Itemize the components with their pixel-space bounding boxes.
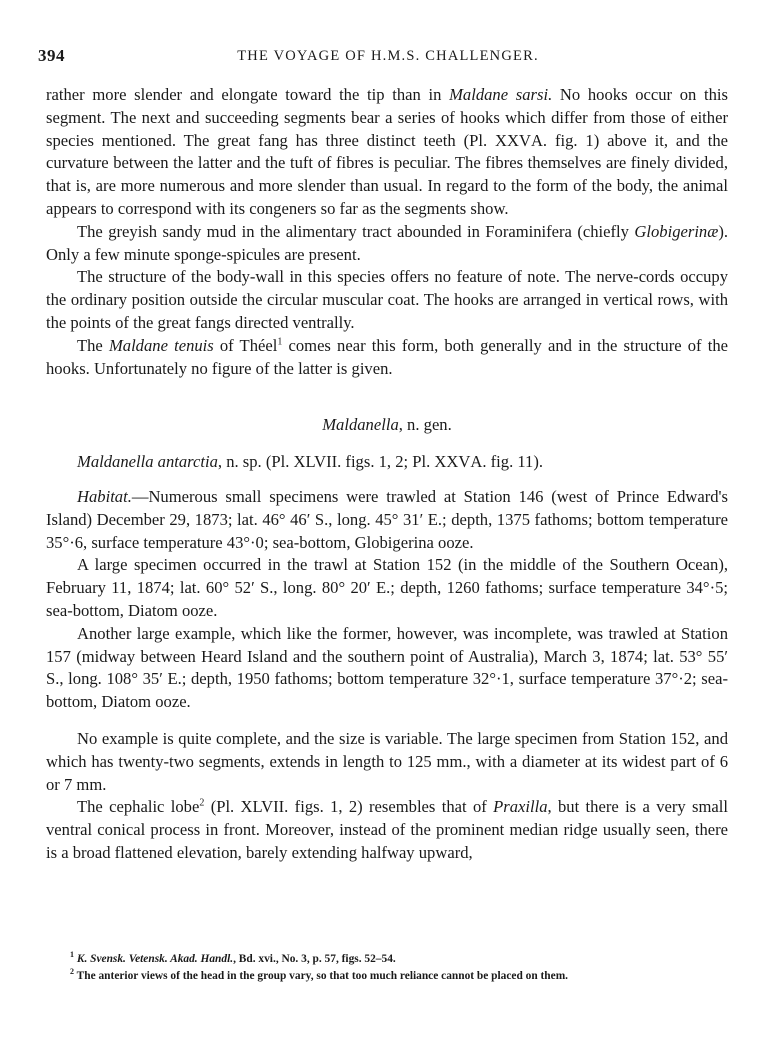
footnote-2 xyxy=(70,968,730,985)
taxon-name: Maldane sarsi. xyxy=(449,85,553,104)
genus-name: Maldanella xyxy=(322,415,399,435)
plate-suffix: A xyxy=(470,452,483,472)
paragraph-5: No example is quite complete, and the size is variable. The large specimen from Station 152, and which has twenty-two segments, extends in length to 125 mm., with a diameter at its widest part of 6 or 7 mm. xyxy=(46,728,728,794)
genus-heading xyxy=(46,410,728,437)
text-run: comes near this form, both generally and in the structure of the hooks. Unfortunately no figure of the latter is given. xyxy=(46,335,728,378)
text-run: The anterior views of the head in the group vary, so that too much reliance cannot be placed on them. xyxy=(76,970,569,982)
taxon-name: Maldane tenuis xyxy=(108,335,214,355)
text-run: , n. gen. xyxy=(398,415,452,435)
paragraph-1 xyxy=(46,84,728,221)
page-header xyxy=(0,44,776,70)
text-run: , n. sp. (Pl. XLVII. figs. 1, 2; Pl. XXV xyxy=(217,452,471,472)
footnote-ref-2: 2 xyxy=(199,797,205,809)
spacer xyxy=(46,714,728,728)
text-run: The greyish sandy mud in the alimentary tract abounded in Foraminifera (chiefly xyxy=(77,221,635,241)
text-run: (Pl. XLVII. figs. 1, 2) resembles that of xyxy=(204,797,494,817)
text-run: —Numerous small specimens were trawled at Station 146 (west of Prince Edward's Island) December 29, 1873; lat. 46° 46′ S., long. 45° 31′ E.; depth, 1375 fathoms; bottom temperature 35°·6, surface temperature 43°·0; sea-bottom, Globigerina ooze. xyxy=(46,486,728,552)
citation-title: K. Svensk. Vetensk. Akad. Handl. xyxy=(76,953,234,965)
text-run: The xyxy=(77,335,109,355)
spacer xyxy=(46,474,728,486)
species-name: Maldanella antarctia xyxy=(77,452,218,472)
taxon-name: Globigerinæ xyxy=(634,221,719,241)
station-157-paragraph: Another large example, which like the former, however, was incomplete, was trawled at Station 157 (midway between Heard Island and the southern point of Australia), March 3, 1874; lat. 53° 55′ S., long. 108° 35′ E.; depth, 1950 fathoms; bottom temperature 32°·1, surface temperature 37°·2; sea-bottom, Diatom ooze. xyxy=(46,623,728,712)
text-run: , but there is a very small ventral conical process in front. Moreover, instead of the prominent median ridge usually seen, there is a broad flattened elevation, barely extending halfway upward, xyxy=(46,797,728,862)
habitat-label: Habitat. xyxy=(77,486,132,506)
spacer xyxy=(46,380,728,410)
paragraph-6 xyxy=(46,796,728,864)
text-run: ). Only a few minute sponge-spicules are present. xyxy=(46,221,728,264)
footnote-1 xyxy=(70,951,730,968)
paragraph-4 xyxy=(46,335,728,381)
main-text xyxy=(46,84,728,865)
running-title: THE VOYAGE OF H.M.S. CHALLENGER. xyxy=(237,48,539,64)
text-run: The cephalic lobe xyxy=(77,797,200,817)
text-run: , Bd. xvi., No. 3, p. 57, figs. 52–54. xyxy=(233,953,396,965)
text-run: . fig. 11). xyxy=(482,452,544,472)
text-run: rather more slender and elongate toward the tip than in xyxy=(46,85,450,104)
text-run: of Théel xyxy=(213,335,278,355)
text-run: . fig. 1) above it, and the curvature between the latter and the tuft of fibres is peculiar. The fibres themselves are finely divided, that is, are more numerous and more slender than usual. In regard to the form of the body, the animal appears to correspond with its congeners so far as the segments show. xyxy=(46,130,728,218)
footnotes xyxy=(70,951,730,985)
footnote-ref-1: 1 xyxy=(277,336,283,348)
habitat-paragraph xyxy=(46,486,728,554)
plate-suffix: A xyxy=(530,130,543,150)
taxon-name: Praxilla xyxy=(493,797,548,817)
page-number: 394 xyxy=(38,46,65,65)
station-152-paragraph: A large specimen occurred in the trawl at Station 152 (in the middle of the Southern Ocean), February 11, 1874; lat. 60° 52′ S., long. 80° 20′ E.; depth, 1260 fathoms; surface temperature 34°·5; sea-bottom, Diatom ooze. xyxy=(46,555,728,620)
footnote-mark: 2 xyxy=(70,967,74,977)
footnote-mark: 1 xyxy=(70,950,74,960)
paragraph-3: The structure of the body-wall in this species offers no feature of note. The nerve-cords occupy the ordinary position outside the circular muscular coat. The hooks are arranged in vertical rows, with the points of the great fangs directed ventrally. xyxy=(46,267,728,332)
species-heading xyxy=(46,451,728,474)
text-run: No hooks occur on this segment. The next and succeeding segments bear a series of hooks which differ from those of either species mentioned. The great fang has three distinct teeth (Pl. XXV xyxy=(46,85,729,150)
paragraph-2 xyxy=(46,221,728,267)
